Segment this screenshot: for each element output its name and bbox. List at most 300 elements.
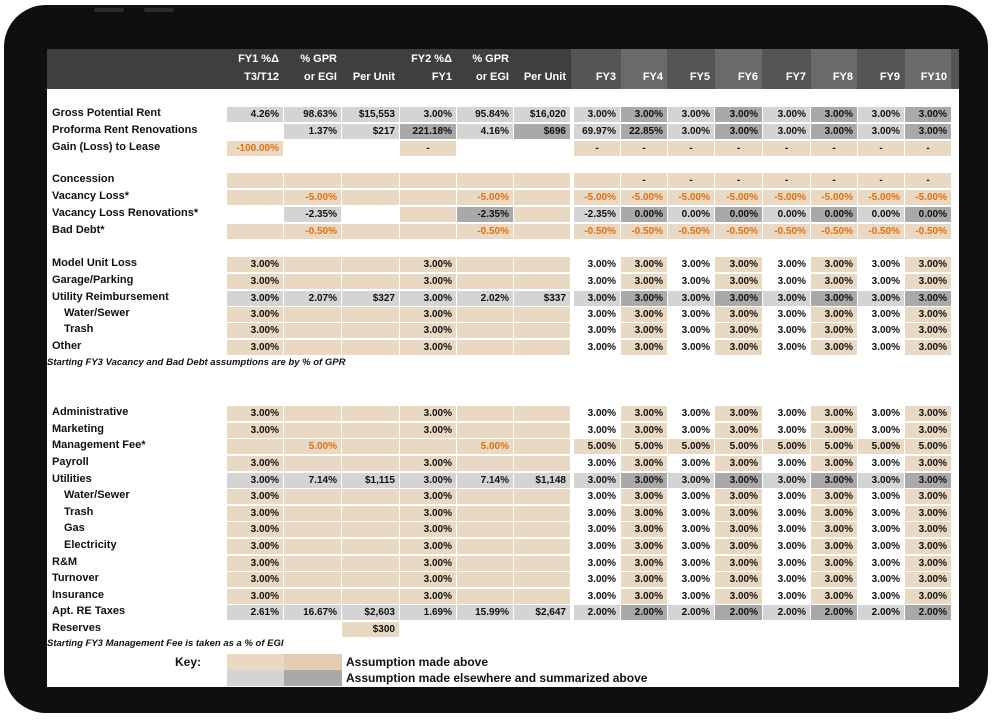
table-cell[interactable]: 98.63% [284, 107, 341, 122]
table-cell[interactable] [514, 141, 570, 156]
table-cell[interactable] [342, 423, 399, 438]
table-cell[interactable] [342, 224, 399, 239]
table-cell[interactable] [227, 622, 283, 637]
table-cell[interactable] [342, 522, 399, 537]
table-cell[interactable]: 3.00% [715, 506, 762, 521]
table-cell[interactable]: 3.00% [777, 508, 806, 519]
table-cell[interactable]: 3.00% [400, 257, 456, 272]
table-cell[interactable]: 3.00% [858, 291, 904, 306]
table-cell[interactable]: 3.00% [715, 539, 762, 554]
table-cell[interactable]: 3.00% [668, 473, 714, 488]
table-cell[interactable]: 3.00% [763, 124, 810, 139]
table-cell[interactable] [514, 190, 570, 205]
table-cell[interactable]: 3.00% [871, 574, 900, 585]
table-cell[interactable] [284, 506, 341, 521]
table-cell[interactable]: 3.00% [811, 291, 857, 306]
table-cell[interactable] [514, 257, 570, 272]
table-cell[interactable]: 3.00% [668, 291, 714, 306]
table-cell[interactable]: 5.00% [284, 439, 341, 454]
table-cell[interactable]: 3.00% [811, 257, 857, 272]
table-cell[interactable]: 22.85% [621, 124, 667, 139]
table-cell[interactable]: 3.00% [621, 589, 667, 604]
table-cell[interactable]: 3.00% [227, 423, 283, 438]
table-cell[interactable]: 3.00% [400, 307, 456, 322]
table-cell[interactable]: 5.00% [905, 439, 951, 454]
table-cell[interactable]: - [811, 173, 857, 188]
table-cell[interactable]: $1,115 [342, 473, 399, 488]
table-cell[interactable] [574, 622, 620, 637]
table-cell[interactable]: 3.00% [777, 491, 806, 502]
table-cell[interactable] [514, 406, 570, 421]
table-cell[interactable] [574, 173, 620, 188]
table-cell[interactable]: 3.00% [621, 257, 667, 272]
table-cell[interactable]: 3.00% [681, 325, 710, 336]
table-cell[interactable]: 3.00% [905, 307, 951, 322]
table-cell[interactable]: 1.69% [400, 605, 456, 620]
table-cell[interactable]: 3.00% [621, 340, 667, 355]
table-cell[interactable]: 5.00% [621, 439, 667, 454]
table-cell[interactable]: 5.00% [763, 439, 810, 454]
table-cell[interactable]: 2.00% [621, 605, 667, 620]
table-cell[interactable]: 3.00% [681, 458, 710, 469]
table-cell[interactable] [400, 207, 456, 222]
table-cell[interactable]: 3.00% [715, 572, 762, 587]
table-cell[interactable]: -2.35% [574, 207, 620, 222]
table-cell[interactable]: 2.00% [858, 605, 904, 620]
table-cell[interactable]: 3.00% [777, 408, 806, 419]
table-cell[interactable]: 0.00% [668, 207, 714, 222]
table-cell[interactable]: -2.35% [284, 207, 341, 222]
table-cell[interactable]: 3.00% [715, 473, 762, 488]
table-cell[interactable]: -0.50% [457, 224, 513, 239]
table-cell[interactable]: 3.00% [811, 423, 857, 438]
table-cell[interactable]: 3.00% [871, 508, 900, 519]
table-cell[interactable] [400, 224, 456, 239]
table-cell[interactable]: 16.67% [284, 605, 341, 620]
table-cell[interactable] [284, 489, 341, 504]
table-cell[interactable]: -5.00% [811, 190, 857, 205]
table-cell[interactable] [457, 506, 513, 521]
table-cell[interactable]: 3.00% [905, 572, 951, 587]
table-cell[interactable] [514, 622, 570, 637]
table-cell[interactable]: 3.00% [621, 423, 667, 438]
table-cell[interactable]: 3.00% [400, 406, 456, 421]
table-cell[interactable]: 3.00% [715, 556, 762, 571]
table-cell[interactable]: - [763, 141, 810, 156]
table-cell[interactable] [457, 589, 513, 604]
table-cell[interactable]: 3.00% [871, 524, 900, 535]
table-cell[interactable] [342, 307, 399, 322]
table-cell[interactable]: 3.00% [777, 524, 806, 535]
column-header[interactable] [811, 49, 857, 89]
column-header[interactable] [763, 49, 810, 89]
table-cell[interactable] [400, 190, 456, 205]
table-cell[interactable]: 3.00% [400, 572, 456, 587]
table-cell[interactable]: - [621, 141, 667, 156]
table-cell[interactable]: $300 [342, 622, 399, 637]
table-cell[interactable]: 3.00% [777, 259, 806, 270]
table-cell[interactable]: 3.00% [587, 591, 616, 602]
table-cell[interactable]: 3.00% [905, 456, 951, 471]
table-cell[interactable]: 3.00% [621, 522, 667, 537]
table-cell[interactable] [284, 423, 341, 438]
table-cell[interactable]: 3.00% [715, 257, 762, 272]
table-cell[interactable]: 3.00% [681, 342, 710, 353]
table-cell[interactable]: - [574, 141, 620, 156]
table-cell[interactable]: 3.00% [777, 309, 806, 320]
table-cell[interactable]: -5.00% [457, 190, 513, 205]
table-cell[interactable]: - [763, 173, 810, 188]
table-cell[interactable] [342, 489, 399, 504]
table-cell[interactable]: -0.50% [621, 224, 667, 239]
table-cell[interactable]: 2.61% [227, 605, 283, 620]
table-cell[interactable]: 3.00% [587, 325, 616, 336]
table-cell[interactable]: $217 [342, 124, 399, 139]
table-cell[interactable]: 3.00% [681, 408, 710, 419]
table-cell[interactable] [514, 207, 570, 222]
table-cell[interactable]: 3.00% [621, 291, 667, 306]
table-cell[interactable]: $327 [342, 291, 399, 306]
table-cell[interactable]: 3.00% [811, 274, 857, 289]
table-cell[interactable]: 95.84% [457, 107, 513, 122]
table-cell[interactable]: 3.00% [587, 491, 616, 502]
table-cell[interactable]: 3.00% [681, 425, 710, 436]
table-cell[interactable]: - [715, 141, 762, 156]
table-cell[interactable]: 3.00% [811, 556, 857, 571]
column-header[interactable] [400, 49, 456, 89]
table-cell[interactable]: 3.00% [811, 340, 857, 355]
table-cell[interactable]: 3.00% [871, 276, 900, 287]
table-cell[interactable]: 3.00% [905, 473, 951, 488]
table-cell[interactable]: 3.00% [587, 458, 616, 469]
table-cell[interactable]: 3.00% [871, 325, 900, 336]
table-cell[interactable]: 3.00% [227, 589, 283, 604]
table-cell[interactable]: 2.00% [574, 605, 620, 620]
table-cell[interactable]: 3.00% [227, 522, 283, 537]
table-cell[interactable]: 3.00% [715, 340, 762, 355]
table-cell[interactable]: 2.00% [763, 605, 810, 620]
table-cell[interactable]: -0.50% [858, 224, 904, 239]
table-cell[interactable] [514, 489, 570, 504]
table-cell[interactable] [514, 456, 570, 471]
table-cell[interactable]: 69.97% [574, 124, 620, 139]
table-cell[interactable] [284, 257, 341, 272]
table-cell[interactable]: $16,020 [514, 107, 570, 122]
table-cell[interactable] [514, 589, 570, 604]
table-cell[interactable]: 4.26% [227, 107, 283, 122]
column-header[interactable] [514, 49, 570, 89]
table-cell[interactable]: -5.00% [284, 190, 341, 205]
table-cell[interactable]: 3.00% [400, 340, 456, 355]
table-cell[interactable]: 3.00% [905, 107, 951, 122]
column-header[interactable] [284, 49, 341, 89]
table-cell[interactable] [227, 124, 283, 139]
table-cell[interactable] [457, 489, 513, 504]
table-cell[interactable] [457, 522, 513, 537]
table-cell[interactable]: 2.00% [668, 605, 714, 620]
table-cell[interactable]: 3.00% [621, 323, 667, 338]
table-cell[interactable]: -5.00% [574, 190, 620, 205]
table-cell[interactable] [227, 190, 283, 205]
table-cell[interactable]: 3.00% [227, 274, 283, 289]
table-cell[interactable]: 3.00% [621, 406, 667, 421]
table-cell[interactable] [284, 522, 341, 537]
table-cell[interactable]: 3.00% [400, 589, 456, 604]
table-cell[interactable]: -5.00% [621, 190, 667, 205]
table-cell[interactable]: 3.00% [587, 276, 616, 287]
table-cell[interactable]: 3.00% [763, 107, 810, 122]
table-cell[interactable] [342, 556, 399, 571]
table-cell[interactable] [715, 622, 762, 637]
table-cell[interactable]: 5.00% [858, 439, 904, 454]
table-cell[interactable]: 3.00% [858, 124, 904, 139]
table-cell[interactable]: - [811, 141, 857, 156]
table-cell[interactable]: 3.00% [858, 473, 904, 488]
table-cell[interactable]: 7.14% [457, 473, 513, 488]
table-cell[interactable]: 3.00% [227, 506, 283, 521]
table-cell[interactable]: 5.00% [574, 439, 620, 454]
table-cell[interactable]: 5.00% [668, 439, 714, 454]
table-cell[interactable]: 7.14% [284, 473, 341, 488]
table-cell[interactable]: 3.00% [777, 591, 806, 602]
table-cell[interactable] [284, 622, 341, 637]
table-cell[interactable]: 0.00% [715, 207, 762, 222]
table-cell[interactable]: 3.00% [681, 574, 710, 585]
table-cell[interactable]: $337 [514, 291, 570, 306]
table-cell[interactable] [284, 556, 341, 571]
table-cell[interactable]: 3.00% [400, 556, 456, 571]
table-cell[interactable]: 3.00% [715, 489, 762, 504]
table-cell[interactable]: 3.00% [400, 423, 456, 438]
table-cell[interactable] [284, 323, 341, 338]
table-cell[interactable]: 3.00% [587, 524, 616, 535]
table-cell[interactable] [284, 340, 341, 355]
table-cell[interactable]: 0.00% [763, 207, 810, 222]
table-cell[interactable] [227, 207, 283, 222]
table-cell[interactable]: $1,148 [514, 473, 570, 488]
table-cell[interactable]: 3.00% [227, 456, 283, 471]
table-cell[interactable]: -0.50% [284, 224, 341, 239]
table-cell[interactable]: 3.00% [715, 589, 762, 604]
table-cell[interactable]: $696 [514, 124, 570, 139]
column-header[interactable] [621, 49, 667, 89]
table-cell[interactable]: 3.00% [621, 556, 667, 571]
table-cell[interactable]: 0.00% [858, 207, 904, 222]
table-cell[interactable] [284, 589, 341, 604]
table-cell[interactable]: 3.00% [811, 307, 857, 322]
table-cell[interactable]: 3.00% [400, 291, 456, 306]
table-cell[interactable] [457, 323, 513, 338]
table-cell[interactable]: -0.50% [574, 224, 620, 239]
table-cell[interactable]: 3.00% [574, 107, 620, 122]
table-cell[interactable]: - [905, 173, 951, 188]
table-cell[interactable]: -5.00% [668, 190, 714, 205]
table-cell[interactable] [342, 141, 399, 156]
table-cell[interactable]: 3.00% [227, 489, 283, 504]
column-header[interactable] [715, 49, 762, 89]
table-cell[interactable]: 3.00% [400, 539, 456, 554]
table-cell[interactable]: 3.00% [574, 291, 620, 306]
table-cell[interactable] [227, 173, 283, 188]
table-cell[interactable]: 3.00% [811, 522, 857, 537]
table-cell[interactable]: 3.00% [777, 574, 806, 585]
table-cell[interactable]: 3.00% [621, 274, 667, 289]
table-cell[interactable]: 3.00% [574, 473, 620, 488]
table-cell[interactable]: 3.00% [400, 274, 456, 289]
table-cell[interactable]: 3.00% [587, 259, 616, 270]
table-cell[interactable] [514, 224, 570, 239]
table-cell[interactable] [284, 406, 341, 421]
table-cell[interactable]: 2.00% [715, 605, 762, 620]
table-cell[interactable]: 3.00% [871, 558, 900, 569]
table-cell[interactable] [342, 539, 399, 554]
table-cell[interactable]: 3.00% [681, 259, 710, 270]
table-cell[interactable]: 3.00% [763, 291, 810, 306]
table-cell[interactable]: 3.00% [621, 456, 667, 471]
table-cell[interactable]: 5.00% [457, 439, 513, 454]
table-cell[interactable]: 3.00% [400, 473, 456, 488]
table-cell[interactable] [342, 274, 399, 289]
table-cell[interactable] [514, 307, 570, 322]
table-cell[interactable]: 3.00% [871, 541, 900, 552]
table-cell[interactable]: 3.00% [681, 591, 710, 602]
table-cell[interactable]: 3.00% [227, 473, 283, 488]
table-cell[interactable]: 3.00% [587, 425, 616, 436]
table-cell[interactable]: 3.00% [227, 307, 283, 322]
table-cell[interactable] [284, 456, 341, 471]
table-cell[interactable]: 3.00% [811, 124, 857, 139]
table-cell[interactable] [342, 257, 399, 272]
table-cell[interactable] [457, 539, 513, 554]
table-cell[interactable]: 5.00% [715, 439, 762, 454]
table-cell[interactable] [284, 173, 341, 188]
table-cell[interactable] [457, 423, 513, 438]
table-cell[interactable]: 2.00% [905, 605, 951, 620]
table-cell[interactable]: - [621, 173, 667, 188]
table-cell[interactable]: -0.50% [811, 224, 857, 239]
table-cell[interactable]: 3.00% [621, 572, 667, 587]
table-cell[interactable]: 3.00% [905, 539, 951, 554]
table-cell[interactable] [284, 141, 341, 156]
table-cell[interactable]: 3.00% [227, 323, 283, 338]
table-cell[interactable]: 3.00% [871, 259, 900, 270]
table-cell[interactable]: -0.50% [668, 224, 714, 239]
table-cell[interactable] [342, 589, 399, 604]
table-cell[interactable]: 3.00% [811, 539, 857, 554]
table-cell[interactable] [457, 274, 513, 289]
table-cell[interactable]: -5.00% [715, 190, 762, 205]
table-cell[interactable]: 3.00% [905, 257, 951, 272]
table-cell[interactable] [514, 506, 570, 521]
table-cell[interactable] [227, 224, 283, 239]
table-cell[interactable]: 3.00% [587, 508, 616, 519]
table-cell[interactable]: 3.00% [905, 340, 951, 355]
table-cell[interactable] [514, 572, 570, 587]
table-cell[interactable]: 3.00% [811, 323, 857, 338]
table-cell[interactable] [457, 257, 513, 272]
table-cell[interactable]: 3.00% [715, 124, 762, 139]
table-cell[interactable]: 3.00% [400, 506, 456, 521]
table-cell[interactable]: 2.07% [284, 291, 341, 306]
table-cell[interactable] [342, 439, 399, 454]
table-cell[interactable]: 3.00% [811, 456, 857, 471]
table-cell[interactable]: -0.50% [763, 224, 810, 239]
table-cell[interactable]: 3.00% [905, 522, 951, 537]
table-cell[interactable]: -5.00% [905, 190, 951, 205]
table-cell[interactable]: 3.00% [227, 572, 283, 587]
table-cell[interactable]: 3.00% [871, 491, 900, 502]
table-cell[interactable]: 3.00% [777, 325, 806, 336]
table-cell[interactable]: - [905, 141, 951, 156]
table-cell[interactable]: 3.00% [587, 541, 616, 552]
table-cell[interactable] [342, 572, 399, 587]
table-cell[interactable]: 3.00% [681, 558, 710, 569]
table-cell[interactable]: 3.00% [715, 307, 762, 322]
table-cell[interactable]: 3.00% [905, 556, 951, 571]
table-cell[interactable]: 3.00% [587, 558, 616, 569]
table-cell[interactable]: -5.00% [858, 190, 904, 205]
table-cell[interactable]: 3.00% [858, 107, 904, 122]
table-cell[interactable] [457, 340, 513, 355]
table-cell[interactable] [905, 622, 951, 637]
table-cell[interactable]: 3.00% [905, 423, 951, 438]
column-header[interactable] [227, 49, 283, 89]
table-cell[interactable]: 3.00% [905, 489, 951, 504]
table-cell[interactable]: 3.00% [227, 340, 283, 355]
table-cell[interactable]: 3.00% [871, 309, 900, 320]
table-cell[interactable] [858, 622, 904, 637]
table-cell[interactable]: 3.00% [227, 556, 283, 571]
table-cell[interactable]: 3.00% [715, 323, 762, 338]
table-cell[interactable]: 3.00% [905, 124, 951, 139]
table-cell[interactable]: -0.50% [905, 224, 951, 239]
table-cell[interactable] [457, 141, 513, 156]
table-cell[interactable]: 3.00% [715, 406, 762, 421]
table-cell[interactable] [457, 173, 513, 188]
table-cell[interactable]: 3.00% [871, 408, 900, 419]
table-cell[interactable] [227, 439, 283, 454]
table-cell[interactable]: 3.00% [763, 473, 810, 488]
column-header[interactable] [342, 49, 399, 89]
column-header[interactable] [668, 49, 714, 89]
table-cell[interactable] [514, 539, 570, 554]
table-cell[interactable]: 3.00% [587, 408, 616, 419]
table-cell[interactable]: 3.00% [777, 276, 806, 287]
table-cell[interactable]: -0.50% [715, 224, 762, 239]
table-cell[interactable] [457, 307, 513, 322]
table-cell[interactable]: 2.02% [457, 291, 513, 306]
table-cell[interactable]: -5.00% [763, 190, 810, 205]
column-header[interactable] [905, 49, 951, 89]
table-cell[interactable]: - [668, 141, 714, 156]
table-cell[interactable] [342, 506, 399, 521]
table-cell[interactable] [514, 274, 570, 289]
table-cell[interactable]: 3.00% [905, 274, 951, 289]
table-cell[interactable]: 3.00% [681, 309, 710, 320]
table-cell[interactable]: -100.00% [227, 141, 283, 156]
table-cell[interactable]: 3.00% [668, 107, 714, 122]
table-cell[interactable]: 3.00% [871, 591, 900, 602]
table-cell[interactable] [342, 340, 399, 355]
table-cell[interactable] [514, 423, 570, 438]
table-cell[interactable] [514, 522, 570, 537]
table-cell[interactable]: 3.00% [681, 541, 710, 552]
table-cell[interactable]: 3.00% [227, 257, 283, 272]
table-cell[interactable] [514, 556, 570, 571]
table-cell[interactable]: 3.00% [811, 589, 857, 604]
table-cell[interactable]: 3.00% [621, 506, 667, 521]
table-cell[interactable] [400, 622, 456, 637]
